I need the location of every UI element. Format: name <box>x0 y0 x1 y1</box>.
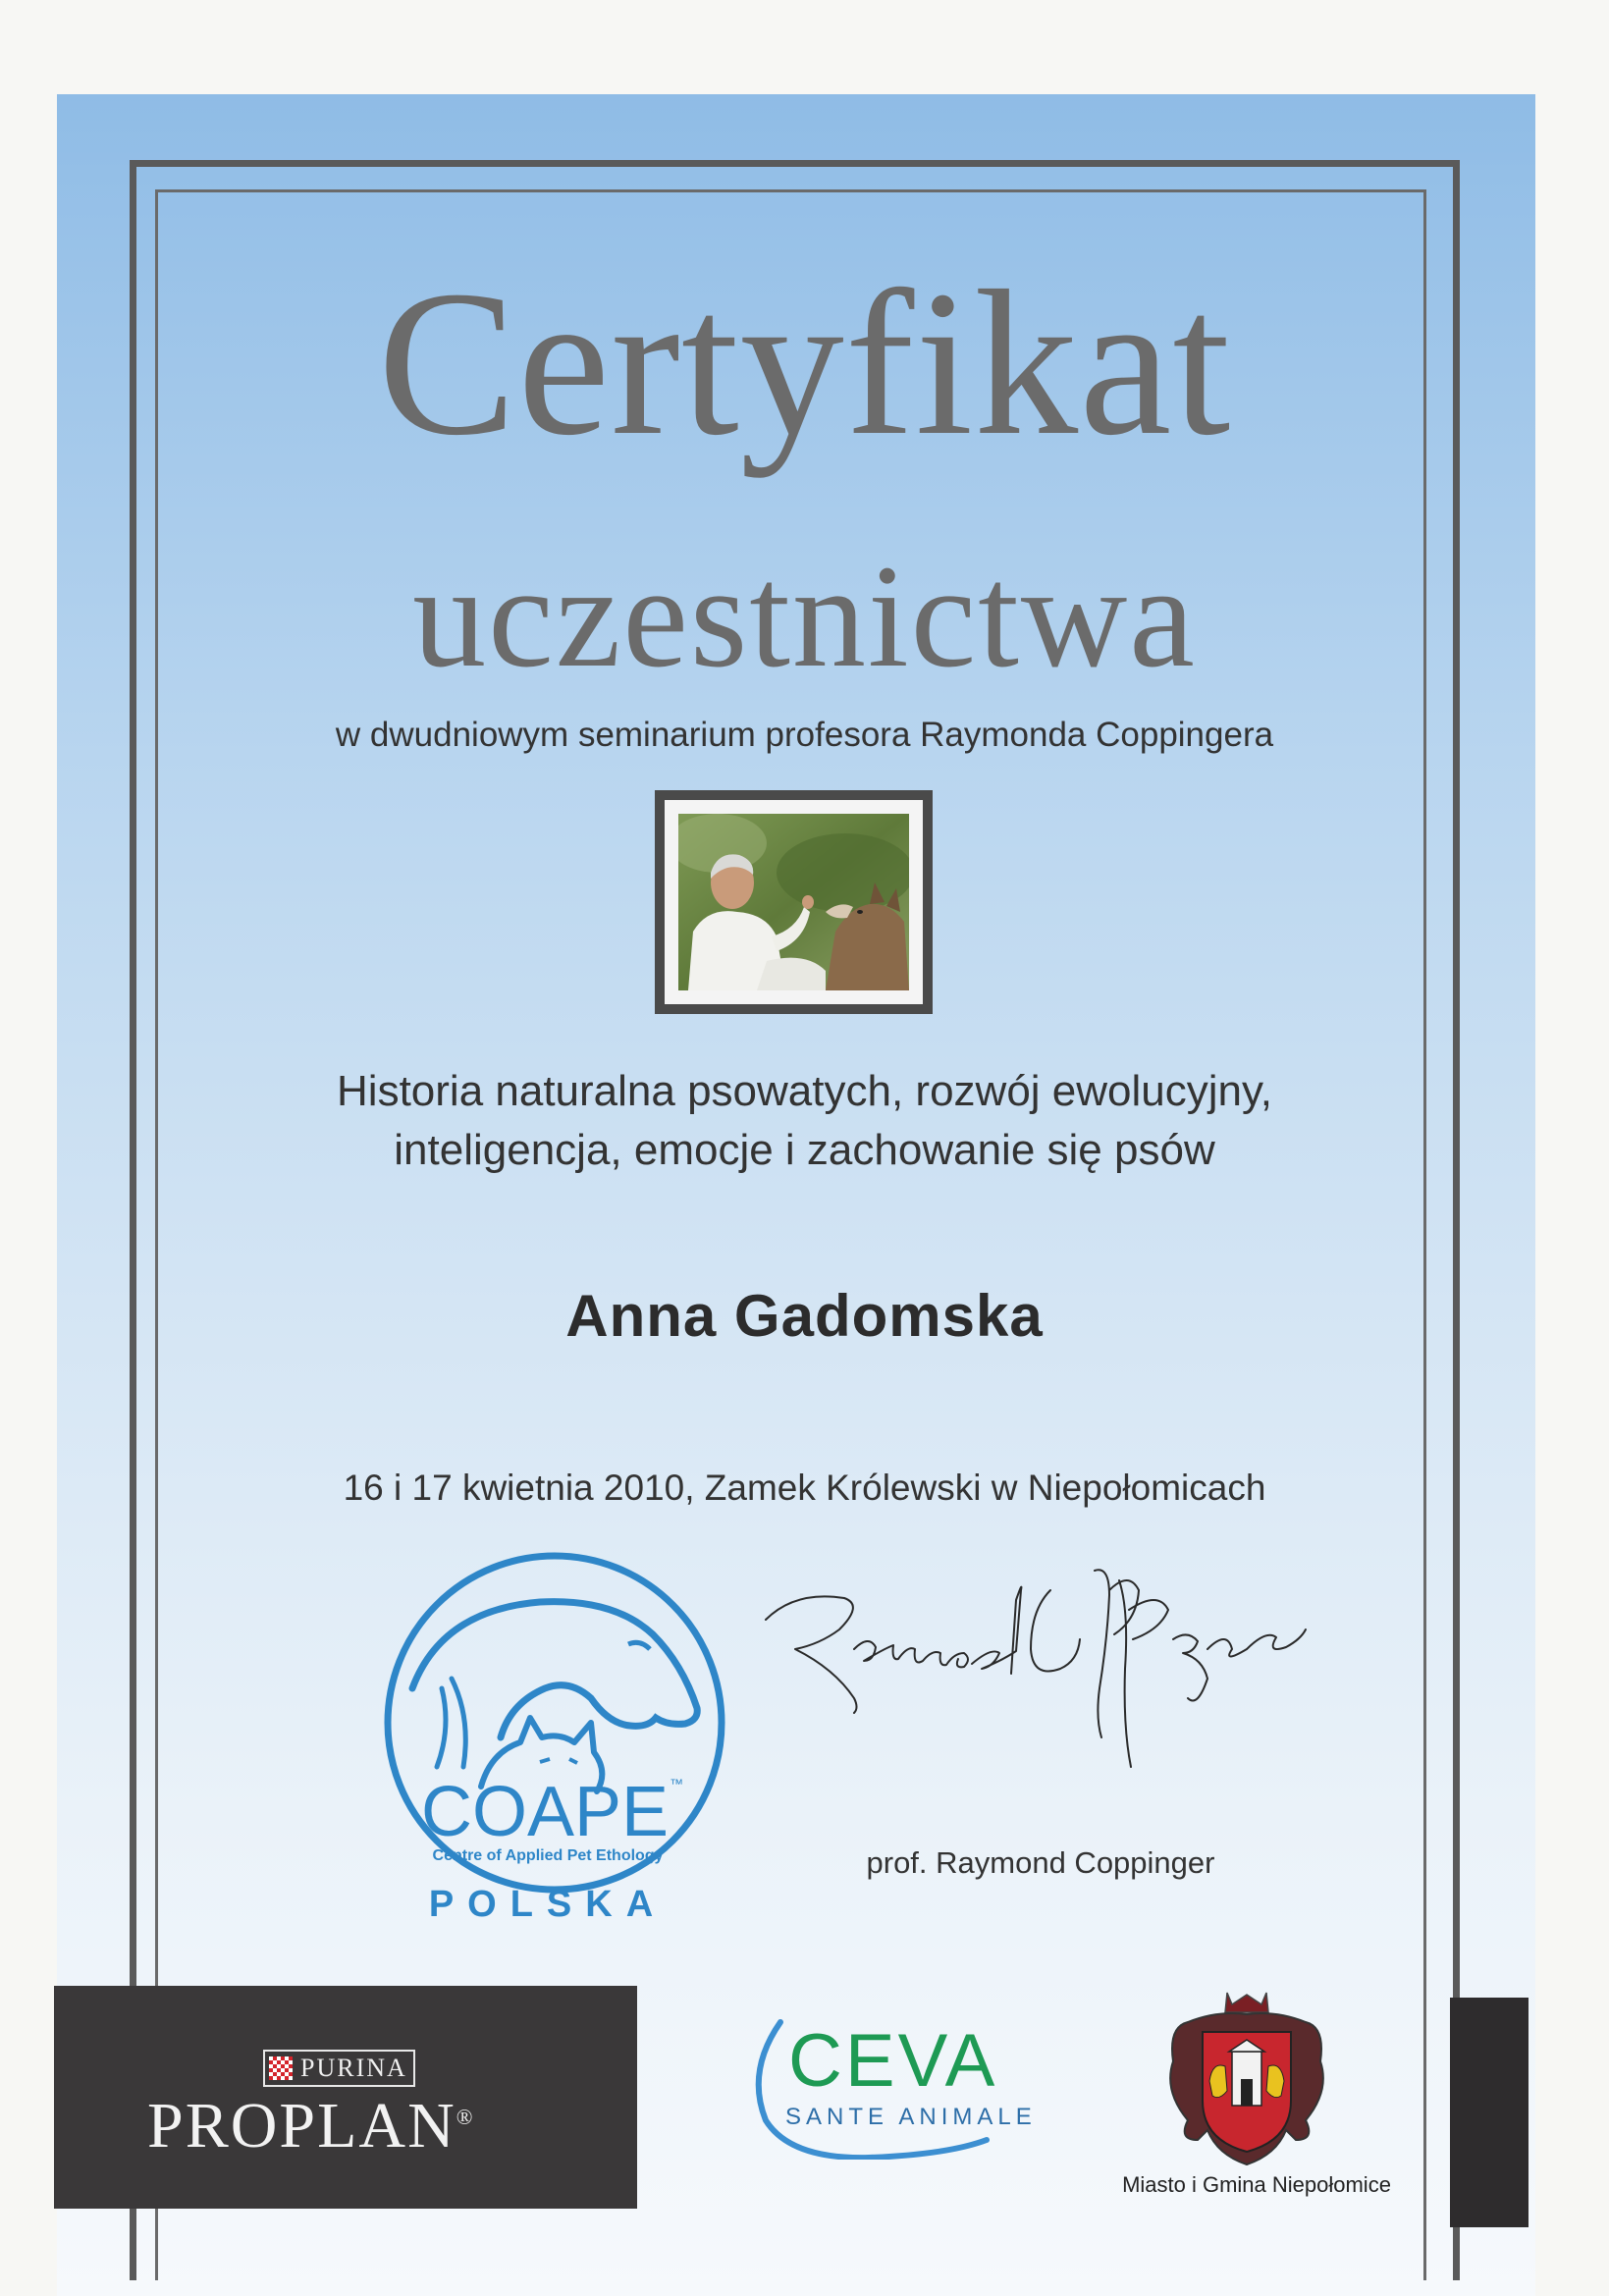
proplan-wordmark <box>147 2089 599 2163</box>
niepolomice-caption: Miasto i Gmina Niepołomice <box>1122 2172 1391 2197</box>
coape-tagline: Centre of Applied Pet Ethology <box>432 1847 664 1864</box>
photo-mat <box>665 800 923 1004</box>
right-dark-bar <box>1450 1998 1529 2227</box>
purina-badge <box>263 2050 415 2087</box>
coape-country: POLSKA <box>428 1884 668 1925</box>
purina-checkerboard-icon <box>269 2056 293 2080</box>
inner-frame-border <box>155 189 1426 2280</box>
purina-brand: PURINA <box>300 2054 407 2082</box>
ceva-wordmark: CEVA <box>788 2019 998 2103</box>
date-and-place: 16 i 17 kwietnia 2010, Zamek Królewski w Niepołomicach <box>343 1468 1266 1508</box>
seminar-topic <box>0 1062 1609 1180</box>
certificate-title-line2: uczestnictwa <box>412 535 1197 698</box>
portrait-photo-frame <box>655 790 933 1014</box>
registered-mark: ® <box>456 2105 475 2129</box>
signer-name: prof. Raymond Coppinger <box>866 1845 1215 1880</box>
niepolomice-coat-of-arms-icon <box>1158 1983 1335 2169</box>
seminar-topic-line2: inteligencja, emocje i zachowanie się psów <box>394 1126 1215 1174</box>
seminar-topic-line1: Historia naturalna psowatych, rozwój ewolucyjny, <box>337 1067 1272 1115</box>
proplan-product: PROPLAN <box>147 2090 456 2162</box>
ceva-subtitle: SANTE ANIMALE <box>785 2104 1037 2130</box>
raymond-coppinger-signature <box>736 1551 1345 1806</box>
coape-trademark: ™ <box>670 1776 683 1791</box>
participant-name: Anna Gadomska <box>565 1283 1044 1349</box>
certificate-title: Certyfikat <box>377 247 1232 478</box>
seminar-subtitle: w dwudniowym seminarium profesora Raymonda Coppingera <box>335 716 1274 754</box>
professor-with-dog-photo <box>678 814 909 990</box>
coape-wordmark: COAPE <box>420 1773 670 1851</box>
coape-polska-logo <box>373 1541 736 1944</box>
